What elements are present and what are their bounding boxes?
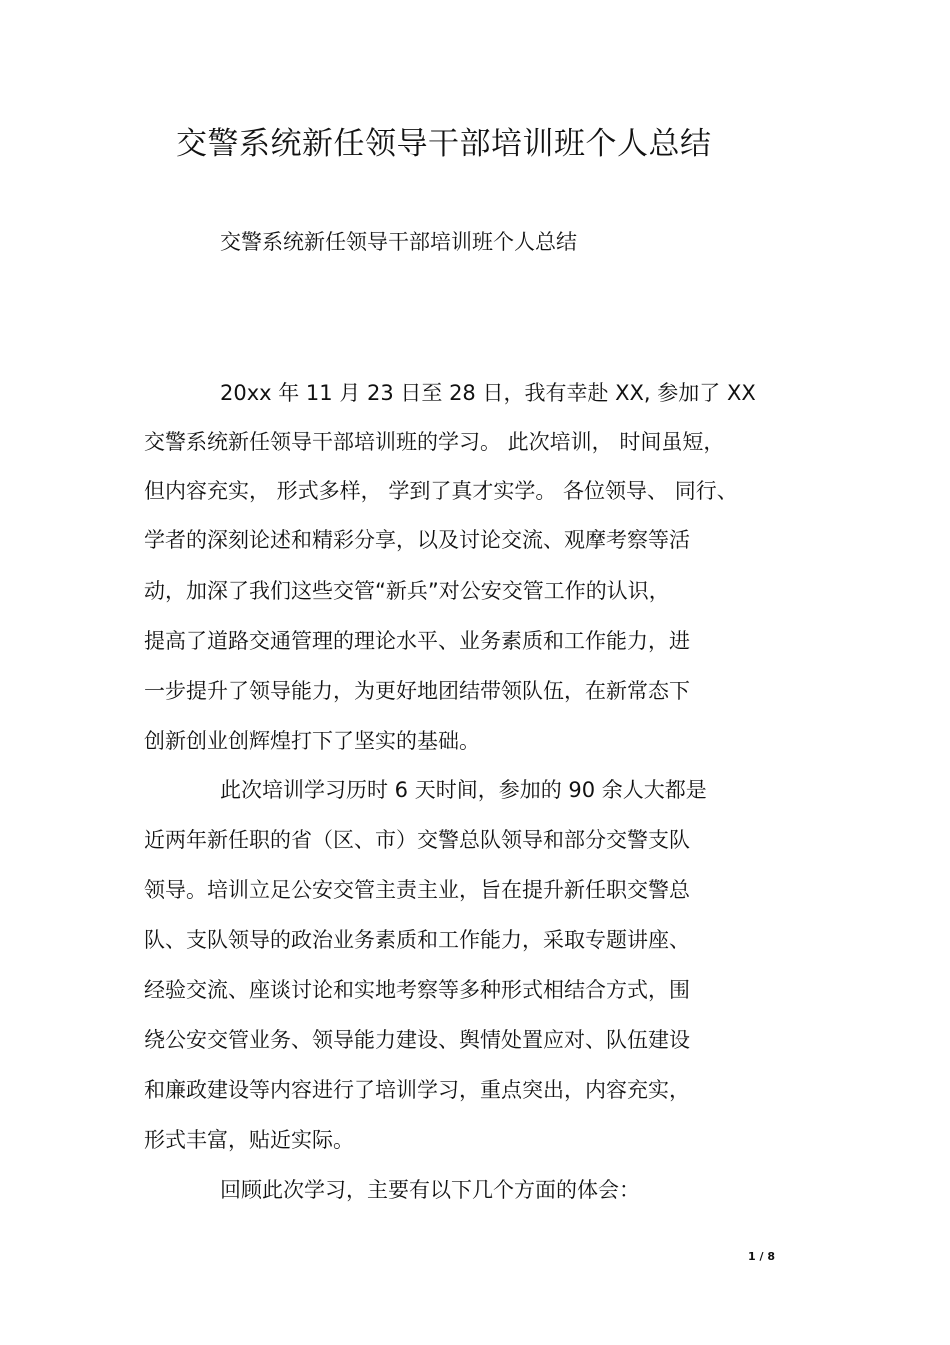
paragraph-2-line-8: 形式丰富，贴近实际。 — [144, 1128, 354, 1152]
paragraph-1-line-4: 学者的深刻论述和精彩分享，以及讨论交流、观摩考察等活 — [144, 528, 690, 552]
paragraph-2-line-7: 和廉政建设等内容进行了培训学习，重点突出，内容充实， — [144, 1078, 690, 1102]
paragraph-2-line-5: 经验交流、座谈讨论和实地考察等多种形式相结合方式，围 — [144, 978, 690, 1002]
paragraph-2-line-3: 领导。培训立足公安交管主责主业，旨在提升新任职交警总 — [144, 878, 690, 902]
document-title: 交警系统新任领导干部培训班个人总结 — [176, 126, 712, 162]
paragraph-2-line-4: 队、支队领导的政治业务素质和工作能力，采取专题讲座、 — [144, 928, 690, 952]
paragraph-1-line-7: 一步提升了领导能力，为更好地团结带领队伍，在新常态下 — [144, 679, 690, 703]
paragraph-1-line-1: 20xx 年 11 月 23 日至 28 日，我有幸赴 XX, 参加了 XX — [220, 381, 756, 405]
paragraph-2-line-1: 此次培训学习历时 6 天时间，参加的 90 余人大都是 — [220, 778, 707, 802]
paragraph-1-line-6: 提高了道路交通管理的理论水平、业务素质和工作能力，进 — [144, 629, 690, 653]
paragraph-1-line-2: 交警系统新任领导干部培训班的学习。 此次培训， 时间虽短， — [144, 430, 725, 454]
paragraph-1-line-5: 动，加深了我们这些交管“新兵”对公安交管工作的认识， — [144, 579, 670, 603]
paragraph-2-line-2: 近两年新任职的省（区、市）交警总队领导和部分交警支队 — [144, 828, 690, 852]
paragraph-2-line-6: 绕公安交管业务、领导能力建设、舆情处置应对、队伍建设 — [144, 1028, 690, 1052]
document-subtitle: 交警系统新任领导干部培训班个人总结 — [220, 230, 577, 254]
page-number: 1 / 8 — [748, 1250, 775, 1263]
paragraph-1-line-3: 但内容充实， 形式多样， 学到了真才实学。 各位领导、 同行、 — [144, 479, 738, 503]
paragraph-1-line-8: 创新创业创辉煌打下了坚实的基础。 — [144, 729, 480, 753]
paragraph-3-line-1: 回顾此次学习，主要有以下几个方面的体会： — [220, 1178, 640, 1202]
